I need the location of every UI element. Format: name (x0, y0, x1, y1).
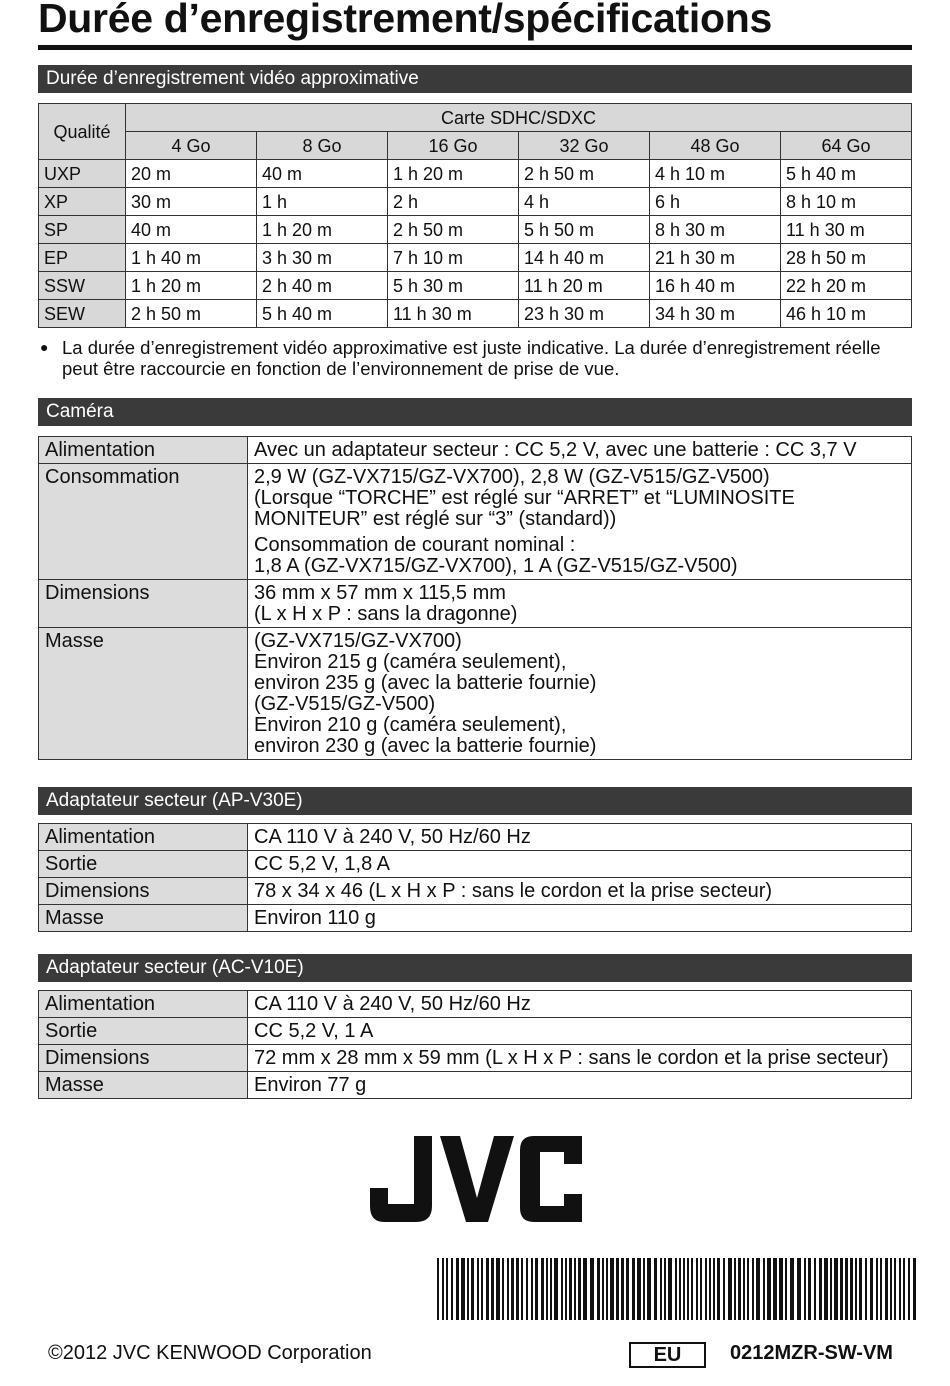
table-cell: 7 h 10 m (388, 244, 519, 272)
table-cell: 34 h 30 m (650, 300, 781, 328)
spec-label: Masse (39, 1072, 248, 1099)
capacity-row (39, 132, 912, 160)
spec-label: Dimensions (39, 1045, 248, 1072)
mass-line: (GZ-V515/GZ-V500) (254, 693, 436, 715)
table-row (39, 851, 912, 878)
quality-label: SP (39, 216, 126, 244)
jvc-logo (370, 1136, 582, 1222)
consumption-rated-line: 1,8 A (GZ-VX715/GZ-VX700), 1 A (GZ-V515/GZ-V500) (254, 555, 738, 577)
mass-line: Environ 210 g (caméra seulement), (254, 714, 567, 736)
table-cell: 22 h 20 m (781, 272, 912, 300)
mass-line: environ 235 g (avec la batterie fournie) (254, 672, 597, 694)
table-cell: 1 h 20 m (388, 160, 519, 188)
table-cell: 4 h (519, 188, 650, 216)
table-cell: 23 h 30 m (519, 300, 650, 328)
table-row (39, 160, 912, 188)
spec-label: Masse (39, 905, 248, 932)
section-adapter2-header: Adaptateur secteur (AC-V10E) (38, 954, 912, 982)
table-cell: 5 h 50 m (519, 216, 650, 244)
table-cell: 1 h 20 m (126, 272, 257, 300)
capacity-header: 8 Go (257, 132, 388, 160)
table-cell: 1 h 40 m (126, 244, 257, 272)
quality-label: XP (39, 188, 126, 216)
table-cell: 40 m (126, 216, 257, 244)
table-cell: 8 h 30 m (650, 216, 781, 244)
table-cell: 1 h 20 m (257, 216, 388, 244)
table-cell: 14 h 40 m (519, 244, 650, 272)
quality-label: UXP (39, 160, 126, 188)
adapter2-spec-table (38, 990, 912, 1099)
table-row (39, 437, 912, 464)
spec-value (248, 580, 912, 628)
spec-label: Consommation (39, 464, 248, 580)
section-recording-header: Durée d’enregistrement vidéo approximative (38, 65, 912, 93)
adapter1-spec-table (38, 823, 912, 932)
quality-label: SEW (39, 300, 126, 328)
table-cell: 2 h 50 m (519, 160, 650, 188)
mass-line: (GZ-VX715/GZ-VX700) (254, 630, 462, 652)
spec-value: Environ 110 g (248, 905, 912, 932)
section-camera-header: Caméra (38, 398, 912, 426)
quality-label: SSW (39, 272, 126, 300)
table-row (39, 188, 912, 216)
spec-label: Dimensions (39, 580, 248, 628)
table-row (39, 1072, 912, 1099)
table-row (39, 1045, 912, 1072)
spec-label: Dimensions (39, 878, 248, 905)
title-rule (38, 45, 912, 50)
table-cell: 30 m (126, 188, 257, 216)
spec-value: 72 mm x 28 mm x 59 mm (L x H x P : sans le cordon et la prise secteur) (248, 1045, 912, 1072)
consumption-rated-line: Consommation de courant nominal : (254, 534, 576, 556)
spec-value (248, 437, 912, 464)
table-cell: 16 h 40 m (650, 272, 781, 300)
table-cell: 2 h 50 m (126, 300, 257, 328)
mass-line: environ 230 g (avec la batterie fournie) (254, 735, 597, 757)
consumption-line: (Lorsque “TORCHE” est réglé sur “ARRET” et “LUMINOSITE (254, 487, 795, 509)
table-cell: 3 h 30 m (257, 244, 388, 272)
quality-label: EP (39, 244, 126, 272)
consumption-line: MONITEUR” est réglé sur “3” (standard)) (254, 508, 617, 530)
table-cell: 5 h 40 m (781, 160, 912, 188)
capacity-header: 4 Go (126, 132, 257, 160)
recording-note (40, 337, 920, 379)
table-cell: 11 h 20 m (519, 272, 650, 300)
table-cell: 6 h (650, 188, 781, 216)
region-badge: EU (629, 1342, 706, 1368)
spec-value (248, 464, 912, 580)
table-cell: 5 h 40 m (257, 300, 388, 328)
capacity-header: 32 Go (519, 132, 650, 160)
table-cell: 40 m (257, 160, 388, 188)
table-row (39, 824, 912, 851)
spec-label: Sortie (39, 1018, 248, 1045)
spec-label: Alimentation (39, 991, 248, 1018)
table-cell: 4 h 10 m (650, 160, 781, 188)
table-cell: 2 h (388, 188, 519, 216)
table-row (39, 300, 912, 328)
capacity-header: 48 Go (650, 132, 781, 160)
table-cell: 1 h (257, 188, 388, 216)
table-row (39, 216, 912, 244)
page-title: Durée d’enregistrement/spécifications (38, 0, 772, 41)
table-cell: 20 m (126, 160, 257, 188)
spec-value: CA 110 V à 240 V, 50 Hz/60 Hz (248, 991, 912, 1018)
spec-value: 78 x 34 x 46 (L x H x P : sans le cordon et la prise secteur) (248, 878, 912, 905)
spec-label: Alimentation (39, 824, 248, 851)
table-cell: 2 h 40 m (257, 272, 388, 300)
table-row (39, 580, 912, 628)
spec-label: Sortie (39, 851, 248, 878)
table-row (39, 1018, 912, 1045)
consumption-line: 2,9 W (GZ-VX715/GZ-VX700), 2,8 W (GZ-V515/GZ-V500) (254, 466, 770, 488)
table-row (39, 905, 912, 932)
table-row (39, 244, 912, 272)
note-text: La durée d’enregistrement vidéo approximative est juste indicative. La durée d’enregistrement réelle peut être raccourcie en fonction de l’environnement de prise de vue. (62, 337, 881, 379)
spec-value: CC 5,2 V, 1,8 A (248, 851, 912, 878)
barcode (437, 1258, 917, 1320)
quality-header: Qualité (39, 104, 126, 160)
dimensions-line: 36 mm x 57 mm x 115,5 mm (254, 582, 506, 604)
spec-label: Alimentation (39, 437, 248, 464)
dimensions-line: (L x H x P : sans la dragonne) (254, 603, 518, 625)
table-cell: 11 h 30 m (388, 300, 519, 328)
recording-time-table (38, 103, 912, 328)
table-row (39, 628, 912, 760)
table-cell: 8 h 10 m (781, 188, 912, 216)
table-row (39, 991, 912, 1018)
capacity-header: 64 Go (781, 132, 912, 160)
table-cell: 2 h 50 m (388, 216, 519, 244)
section-adapter1-header: Adaptateur secteur (AP-V30E) (38, 787, 912, 815)
spec-value: CA 110 V à 240 V, 50 Hz/60 Hz (248, 824, 912, 851)
table-cell: 21 h 30 m (650, 244, 781, 272)
spec-value (248, 628, 912, 760)
mass-line: Environ 215 g (caméra seulement), (254, 651, 567, 673)
camera-power-value: Avec un adaptateur secteur : CC 5,2 V, avec une batterie : CC 3,7 V (254, 439, 857, 461)
copyright: ©2012 JVC KENWOOD Corporation (48, 1342, 372, 1364)
bullet-icon: ● (40, 339, 49, 355)
spec-value: CC 5,2 V, 1 A (248, 1018, 912, 1045)
spec-label: Masse (39, 628, 248, 760)
product-code: 0212MZR-SW-VM (730, 1342, 893, 1364)
table-cell: 11 h 30 m (781, 216, 912, 244)
table-cell: 5 h 30 m (388, 272, 519, 300)
table-row (39, 878, 912, 905)
table-cell: 46 h 10 m (781, 300, 912, 328)
capacity-header: 16 Go (388, 132, 519, 160)
table-cell: 28 h 50 m (781, 244, 912, 272)
camera-spec-table (38, 436, 912, 760)
card-header: Carte SDHC/SDXC (126, 104, 912, 132)
table-row (39, 464, 912, 580)
spec-value: Environ 77 g (248, 1072, 912, 1099)
table-row (39, 272, 912, 300)
